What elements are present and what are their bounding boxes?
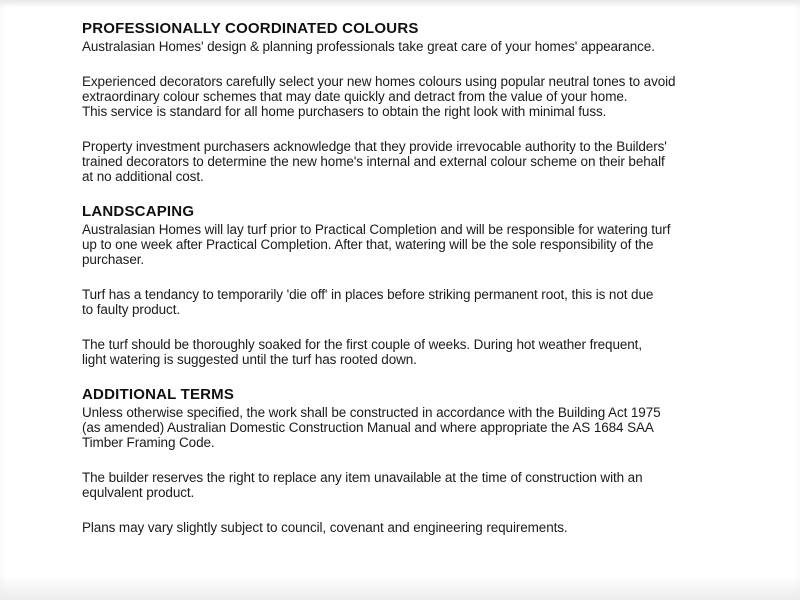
- paragraph: [82, 520, 726, 535]
- paragraph: [82, 74, 726, 119]
- paragraph-line: extraordinary colour schemes that may date quickly and detract from the value of your home.: [82, 89, 628, 104]
- section-heading: ADDITIONAL TERMS: [82, 386, 235, 403]
- paragraph-line: equlvalent product.: [82, 485, 195, 500]
- paragraph: [82, 470, 726, 500]
- paragraph-line: trained decorators to determine the new home's internal and external colour scheme on their behalf: [82, 154, 665, 169]
- paragraph-line: at no additional cost.: [82, 169, 204, 184]
- paragraph-line: to faulty product.: [82, 302, 181, 317]
- paragraph-line: This service is standard for all home purchasers to obtain the right look with minimal fuss.: [82, 104, 607, 119]
- paragraph-line: up to one week after Practical Completion. After that, watering will be the sole responsibility of the: [82, 237, 654, 252]
- paragraph: [82, 139, 726, 184]
- paragraph: [82, 405, 726, 450]
- paragraph: [82, 287, 726, 317]
- section-landscaping: [82, 204, 726, 367]
- document-content: [82, 21, 726, 555]
- paragraph-line: light watering is suggested until the turf has rooted down.: [82, 352, 417, 367]
- paragraph-line: (as amended) Australian Domestic Construction Manual and where appropriate the AS 1684 SAA: [82, 420, 654, 435]
- paragraph-line: Experienced decorators carefully select your new homes colours using popular neutral tones to avoid: [82, 74, 676, 89]
- paragraph-line: Timber Framing Code.: [82, 435, 215, 450]
- paragraph-line: Australasian Homes will lay turf prior to Practical Completion and will be responsible for watering turf: [82, 222, 671, 237]
- section-professionally-coordinated-colours: [82, 21, 726, 184]
- paragraph-line: purchaser.: [82, 252, 145, 267]
- section-heading: PROFESSIONALLY COORDINATED COLOURS: [82, 20, 419, 37]
- paragraph-line: Plans may vary slightly subject to council, covenant and engineering requirements.: [82, 520, 568, 535]
- paragraph-line: The turf should be thoroughly soaked for the first couple of weeks. During hot weather frequent,: [82, 337, 642, 352]
- paragraph-line: Turf has a tendancy to temporarily 'die off' in places before striking permanent root, this is not due: [82, 287, 654, 302]
- paragraph-line: The builder reserves the right to replace any item unavailable at the time of construction with an: [82, 470, 643, 485]
- paragraph: [82, 39, 726, 54]
- paragraph-line: Australasian Homes' design & planning professionals take great care of your homes' appearance.: [82, 39, 655, 54]
- section-heading: LANDSCAPING: [82, 203, 195, 220]
- section-additional-terms: [82, 387, 726, 535]
- paragraph-line: Property investment purchasers acknowledge that they provide irrevocable authority to the Builders': [82, 139, 667, 154]
- paragraph: [82, 222, 726, 267]
- paragraph-line: Unless otherwise specified, the work shall be constructed in accordance with the Building Act 1975: [82, 405, 661, 420]
- paragraph: [82, 337, 726, 367]
